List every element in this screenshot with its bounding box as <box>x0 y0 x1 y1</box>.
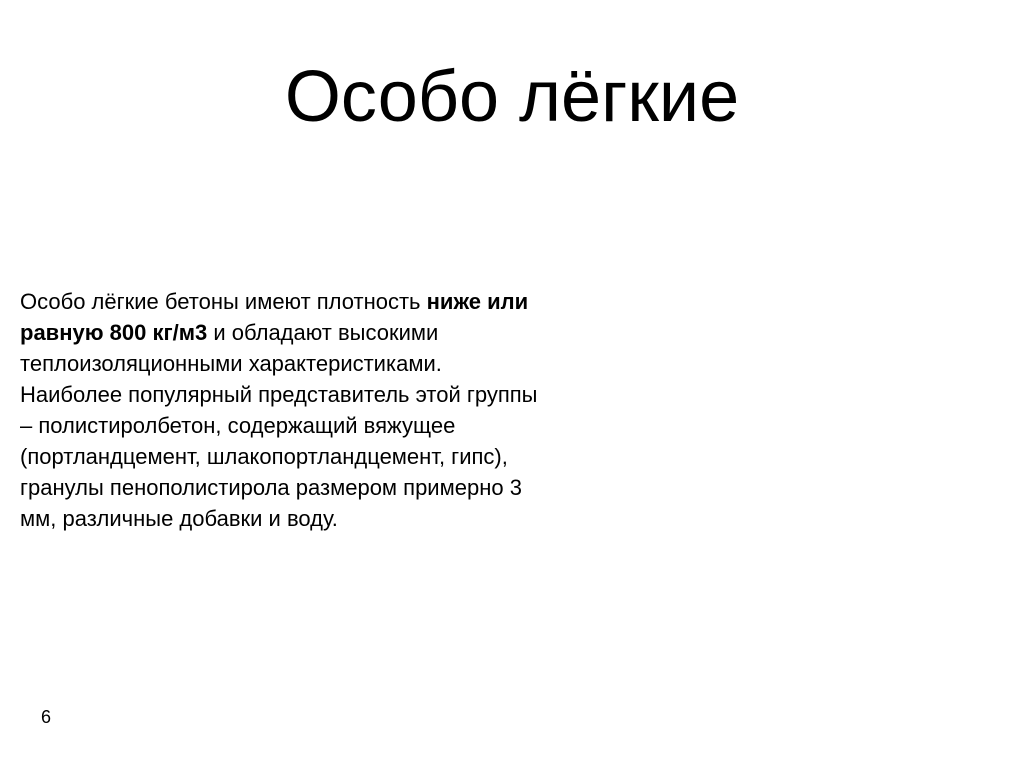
body-text-part-1: Особо лёгкие бетоны имеют плотность <box>20 289 427 314</box>
body-text-part-2: и обладают высокими теплоизоляционными характеристиками. Наиболее популярный представитель этой группы – полистиролбетон, содержащий вяжущее (портландцемент, шлакопортландцемент, гипс), гранулы пенополистирола размером примерно 3 мм, различные добавки и воду. <box>20 320 538 531</box>
slide-body-text <box>20 286 540 534</box>
slide-title: Особо лёгкие <box>284 57 740 137</box>
slide-page-number: 6 <box>41 707 52 727</box>
body-text-bold-density: ниже или равную 800 кг/м3 <box>20 289 529 345</box>
